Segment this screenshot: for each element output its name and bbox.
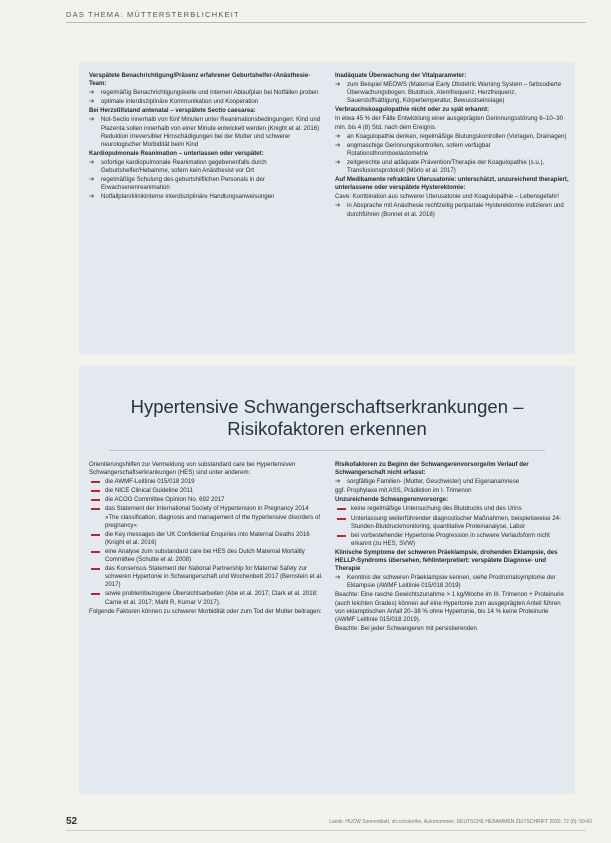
arrow-list-item bbox=[89, 176, 323, 192]
info-box-hypertension bbox=[79, 366, 575, 794]
list-item-text: in Absprache mit Anästhesie rechtzeitig peripartale Hysterektomie indizieren und durchführen (Bonnet et al. 2018) bbox=[347, 202, 564, 218]
dash-list-item bbox=[89, 496, 323, 504]
section-heading: Bei Herzstillstand antenatal – verspätete Sectio caesarea: bbox=[89, 107, 256, 115]
paragraph: Orientierungshilfen zur Vermeidung von substandard care bei Hypertensiven Schwangerschaftserkrankungen (HES) sind unter anderem: bbox=[89, 461, 296, 477]
arrow-list-item bbox=[89, 193, 323, 201]
paragraph: Cave: Kombination aus schwerer Uterusatonie und Koagulopathie – Lebensgefahr! bbox=[335, 193, 559, 201]
arrow-right-icon: ➔ bbox=[89, 98, 95, 106]
arrow-list-item bbox=[335, 142, 569, 158]
arrow-right-icon: ➔ bbox=[335, 574, 341, 582]
list-item-text: an Koagulopathie denken, regelmäßige Blutungskontrollen (Vorlagen, Drainagen) bbox=[347, 132, 567, 140]
dash-list-item bbox=[89, 487, 323, 495]
dash-list-item bbox=[89, 531, 323, 547]
info-box-complications bbox=[79, 62, 575, 354]
list-item-text: die AWMF-Leitlinie 015/018 2019 bbox=[105, 478, 195, 486]
arrow-list-item bbox=[89, 98, 323, 106]
arrow-list-item bbox=[335, 159, 569, 175]
section-heading: Klinische Symptome der schweren Präeklampsie, drohenden Eklampsie, des HELLP-Syndroms übersehen, fehlinterpretiert: verspätete Diagnose- und Therapie bbox=[335, 548, 558, 573]
list-item-text: die ACOG Committee Opinion No. 692 2017 bbox=[105, 496, 225, 504]
arrow-right-icon: ➔ bbox=[89, 158, 95, 166]
list-item-text: Not-Sectio innerhalb von fünf Minuten unter Reanimationsbedingungen: Kind und Plazenta sollen innerhalb von einer Minute entwickelt werden (Knight et al. 2016) Reduktion irreversibler Hirnschädigungen bei der Mutter und schwerer neurologischer Morbidität beim Kind bbox=[101, 116, 321, 148]
paragraph: ggf. Prophylaxe mit ASS, Prädiktion im I. Trimenon bbox=[335, 487, 472, 495]
red-dash-icon bbox=[91, 499, 100, 501]
arrow-right-icon: ➔ bbox=[89, 89, 95, 97]
section-heading: Auf Medikamente refraktäre Uterusatonie: unterschätzt, unzureichend therapiert, unterlassene oder verspätete Hysterektomie: bbox=[335, 176, 569, 192]
section-heading: Unzureichende Schwangerenvorsorge: bbox=[335, 496, 449, 504]
arrow-right-icon: ➔ bbox=[89, 193, 95, 201]
dash-list-item bbox=[335, 532, 569, 548]
red-dash-icon bbox=[337, 508, 346, 510]
list-item-text: die NICE Clinical Guideline 2011 bbox=[105, 487, 193, 495]
arrow-right-icon: ➔ bbox=[335, 478, 341, 486]
section-heading: Inadäquate Überwachung der Vitalparameter: bbox=[335, 72, 467, 79]
arrow-right-icon: ➔ bbox=[335, 202, 341, 210]
list-item-text: zum Beispiel MEOWS (Maternal Early Obstetric Warning System – farbcodierte Überwachungsbogen: Blutdruck, Atemfrequenz, Herzfrequenz, Sauerstoffsättigung, Körpertemperatur, Bewusstseinslage) bbox=[347, 81, 562, 105]
arrow-list-item bbox=[89, 89, 323, 97]
dash-list-item bbox=[89, 548, 323, 564]
list-item-text: eine Analyse zum substandard care bei HES des Dutch Maternal Mortality Committee (Schutte et al. 2008) bbox=[105, 547, 305, 564]
list-item-text: Unterlassung weiterführender diagnostischer Maßnahmen, beispielsweise 24-Stunden-Blutdruckmonitoring, quantitative Proteinanalyse, Labor bbox=[351, 514, 562, 530]
arrow-right-icon: ➔ bbox=[89, 116, 95, 124]
box1-right-column bbox=[335, 72, 569, 220]
arrow-list-item bbox=[335, 202, 569, 218]
list-item-text: sowie problembezogene Übersichtsarbeiten (Abe et al. 2017; Clark et al. 2018; Carne et al. 2017; Mahl R, Kumar V 2017). bbox=[105, 590, 318, 606]
paragraph: Folgende Faktoren können zu schwerer Morbidität oder zum Tod der Mutter beitragen: bbox=[89, 607, 322, 615]
section-heading: Verbrauchskoagulopathie nicht oder zu spät erkannt: bbox=[335, 106, 490, 114]
red-dash-icon bbox=[91, 481, 100, 483]
paragraph: Beachte: Bei jeder Schwangeren mit persistierenden bbox=[335, 624, 477, 632]
list-item-text: sofortige kardiopulmonale Reanimation gegebenenfalls durch Geburtshelfer/Hebamme, sofern kein Anästhesist vor Ort bbox=[101, 158, 267, 175]
page-number: 52 bbox=[66, 816, 78, 827]
section-heading: Risikofaktoren zu Beginn der Schwangerenvorsorge/im Verlauf der Schwangerschaft nicht erfasst: bbox=[335, 461, 529, 477]
dash-list-item bbox=[335, 515, 569, 531]
red-dash-icon bbox=[91, 534, 100, 536]
footer-source: Lamik: HUCW Sonnenblatt, sh.scholertler, Autornummer, DEUTSCHE HEBAMMEN ZEITSCHRIFT 2020, 72 (6): 50-60 bbox=[329, 819, 592, 825]
box1-left-column bbox=[89, 72, 323, 202]
arrow-list-item bbox=[335, 133, 569, 141]
list-item-text: das Statement der International Society of Hypertension in Pregnancy 2014 »The classification, diagnosis and management of the hypertensive disorders of pregnancy« bbox=[105, 505, 321, 529]
arrow-list-item bbox=[89, 116, 323, 148]
box-title-line-2: Risikofaktoren erkennen bbox=[227, 418, 427, 440]
red-dash-icon bbox=[91, 568, 100, 570]
red-dash-icon bbox=[91, 593, 100, 595]
list-item-text: regelmäßige Schulung des geburtshilflichen Personals in der Erwachsenenreanimation bbox=[101, 176, 265, 192]
arrow-list-item bbox=[335, 574, 569, 590]
paragraph: In etwa 45 % der Fälle Entwicklung einer ausgeprägten Gerinnungsstörung 6–10–30 min. bis 4 (8) Std. nach dem Ereignis. bbox=[335, 115, 563, 131]
box2-left-column bbox=[89, 461, 323, 617]
arrow-list-item bbox=[335, 81, 569, 105]
list-item-text: die Key messages der UK Confidential Enquiries into Maternal Deaths 2016 (Knight et al. 2016) bbox=[105, 530, 310, 546]
dash-list-item bbox=[89, 565, 323, 589]
dash-list-item bbox=[89, 505, 323, 529]
arrow-right-icon: ➔ bbox=[335, 141, 341, 149]
section-heading: Verspätete Benachrichtigung/Präsenz erfahrener Geburtshelfer-/Anästhesie-Team: bbox=[89, 72, 311, 88]
box-title-line-1: Hypertensive Schwangerschaftserkrankungen – bbox=[130, 396, 524, 417]
arrow-list-item bbox=[335, 478, 569, 486]
dash-list-item bbox=[89, 478, 323, 486]
list-item-text: keine regelmäßige Untersuchung des Blutdrucks und des Urins bbox=[351, 505, 522, 513]
arrow-list-item bbox=[89, 159, 323, 175]
arrow-right-icon: ➔ bbox=[335, 158, 341, 166]
list-item-text: regelmäßig Benachrichtigungskette und internen Ablaufplan bei Notfällen proben bbox=[101, 89, 319, 97]
list-item-text: zeitgerechte und adäquate Prävention/Therapie der Koagulopathie (s.u.), Transfusionsprotokoll (Mörlo et al. 2017) bbox=[347, 158, 545, 175]
dash-list-item bbox=[89, 590, 323, 606]
list-item-text: sorgfältige Familien- (Mutter, Geschwister) und Eigenanamnese bbox=[347, 478, 520, 486]
arrow-right-icon: ➔ bbox=[89, 176, 95, 184]
red-dash-icon bbox=[91, 490, 100, 492]
dash-list-item bbox=[335, 505, 569, 513]
list-item-text: Kenntnis der schweren Präeklampsie kennen, siehe Prodromalsymptome der Eklampsie (AWMF Leitlinie 015/018 2019) bbox=[347, 574, 556, 590]
paragraph: Beachte: Eine rasche Gewichtszunahme > 1 kg/Woche im III. Trimenon + Proteinurie (auch leichten Grades) können auf eine Hypertonie zum ausgeprägten Anteil führen von eklamptischen Anfall 20–38 % ohne Hypertonie, bis 14 % keine Proteinurie (AWMF Leitlinie 015/018 2019). bbox=[335, 591, 564, 623]
list-item-text: engmaschige Gerinnungskontrollen, sofern verfügbar Rotationsthromboelastometrie bbox=[347, 141, 491, 157]
list-item-text: das Konsensus Statement der National Partnership for Maternal Safety zur schweren Hypertonie in Schwangerschaft und Wochenbett 2017 (Bernstein et al. 2017) bbox=[105, 565, 323, 589]
box-title bbox=[79, 396, 575, 440]
title-divider bbox=[109, 450, 545, 451]
running-header: DAS THEMA: MÜTTERSTERBLICHKEIT bbox=[66, 10, 240, 19]
box2-right-column bbox=[335, 461, 569, 634]
list-item-text: Notfallplan/klinikinterne interdisziplinäre Handlungsanweisungen bbox=[101, 193, 275, 201]
footer-divider bbox=[66, 830, 586, 831]
header-divider bbox=[66, 22, 586, 23]
red-dash-icon bbox=[91, 508, 100, 510]
section-heading: Kardiopulmonale Reanimation – unterlassen oder verspätet: bbox=[89, 149, 264, 157]
red-dash-icon bbox=[337, 518, 346, 520]
arrow-right-icon: ➔ bbox=[335, 81, 341, 89]
red-dash-icon bbox=[91, 551, 100, 553]
list-item-text: optimale interdisziplinäre Kommunikation und Kooperation bbox=[101, 98, 259, 106]
red-dash-icon bbox=[337, 535, 346, 537]
list-item-text: bei vorbestehender Hypertonie Progression in schwere Verlaufsform nicht erkannt (zu HES, SVW) bbox=[351, 531, 550, 547]
arrow-right-icon: ➔ bbox=[335, 132, 341, 140]
